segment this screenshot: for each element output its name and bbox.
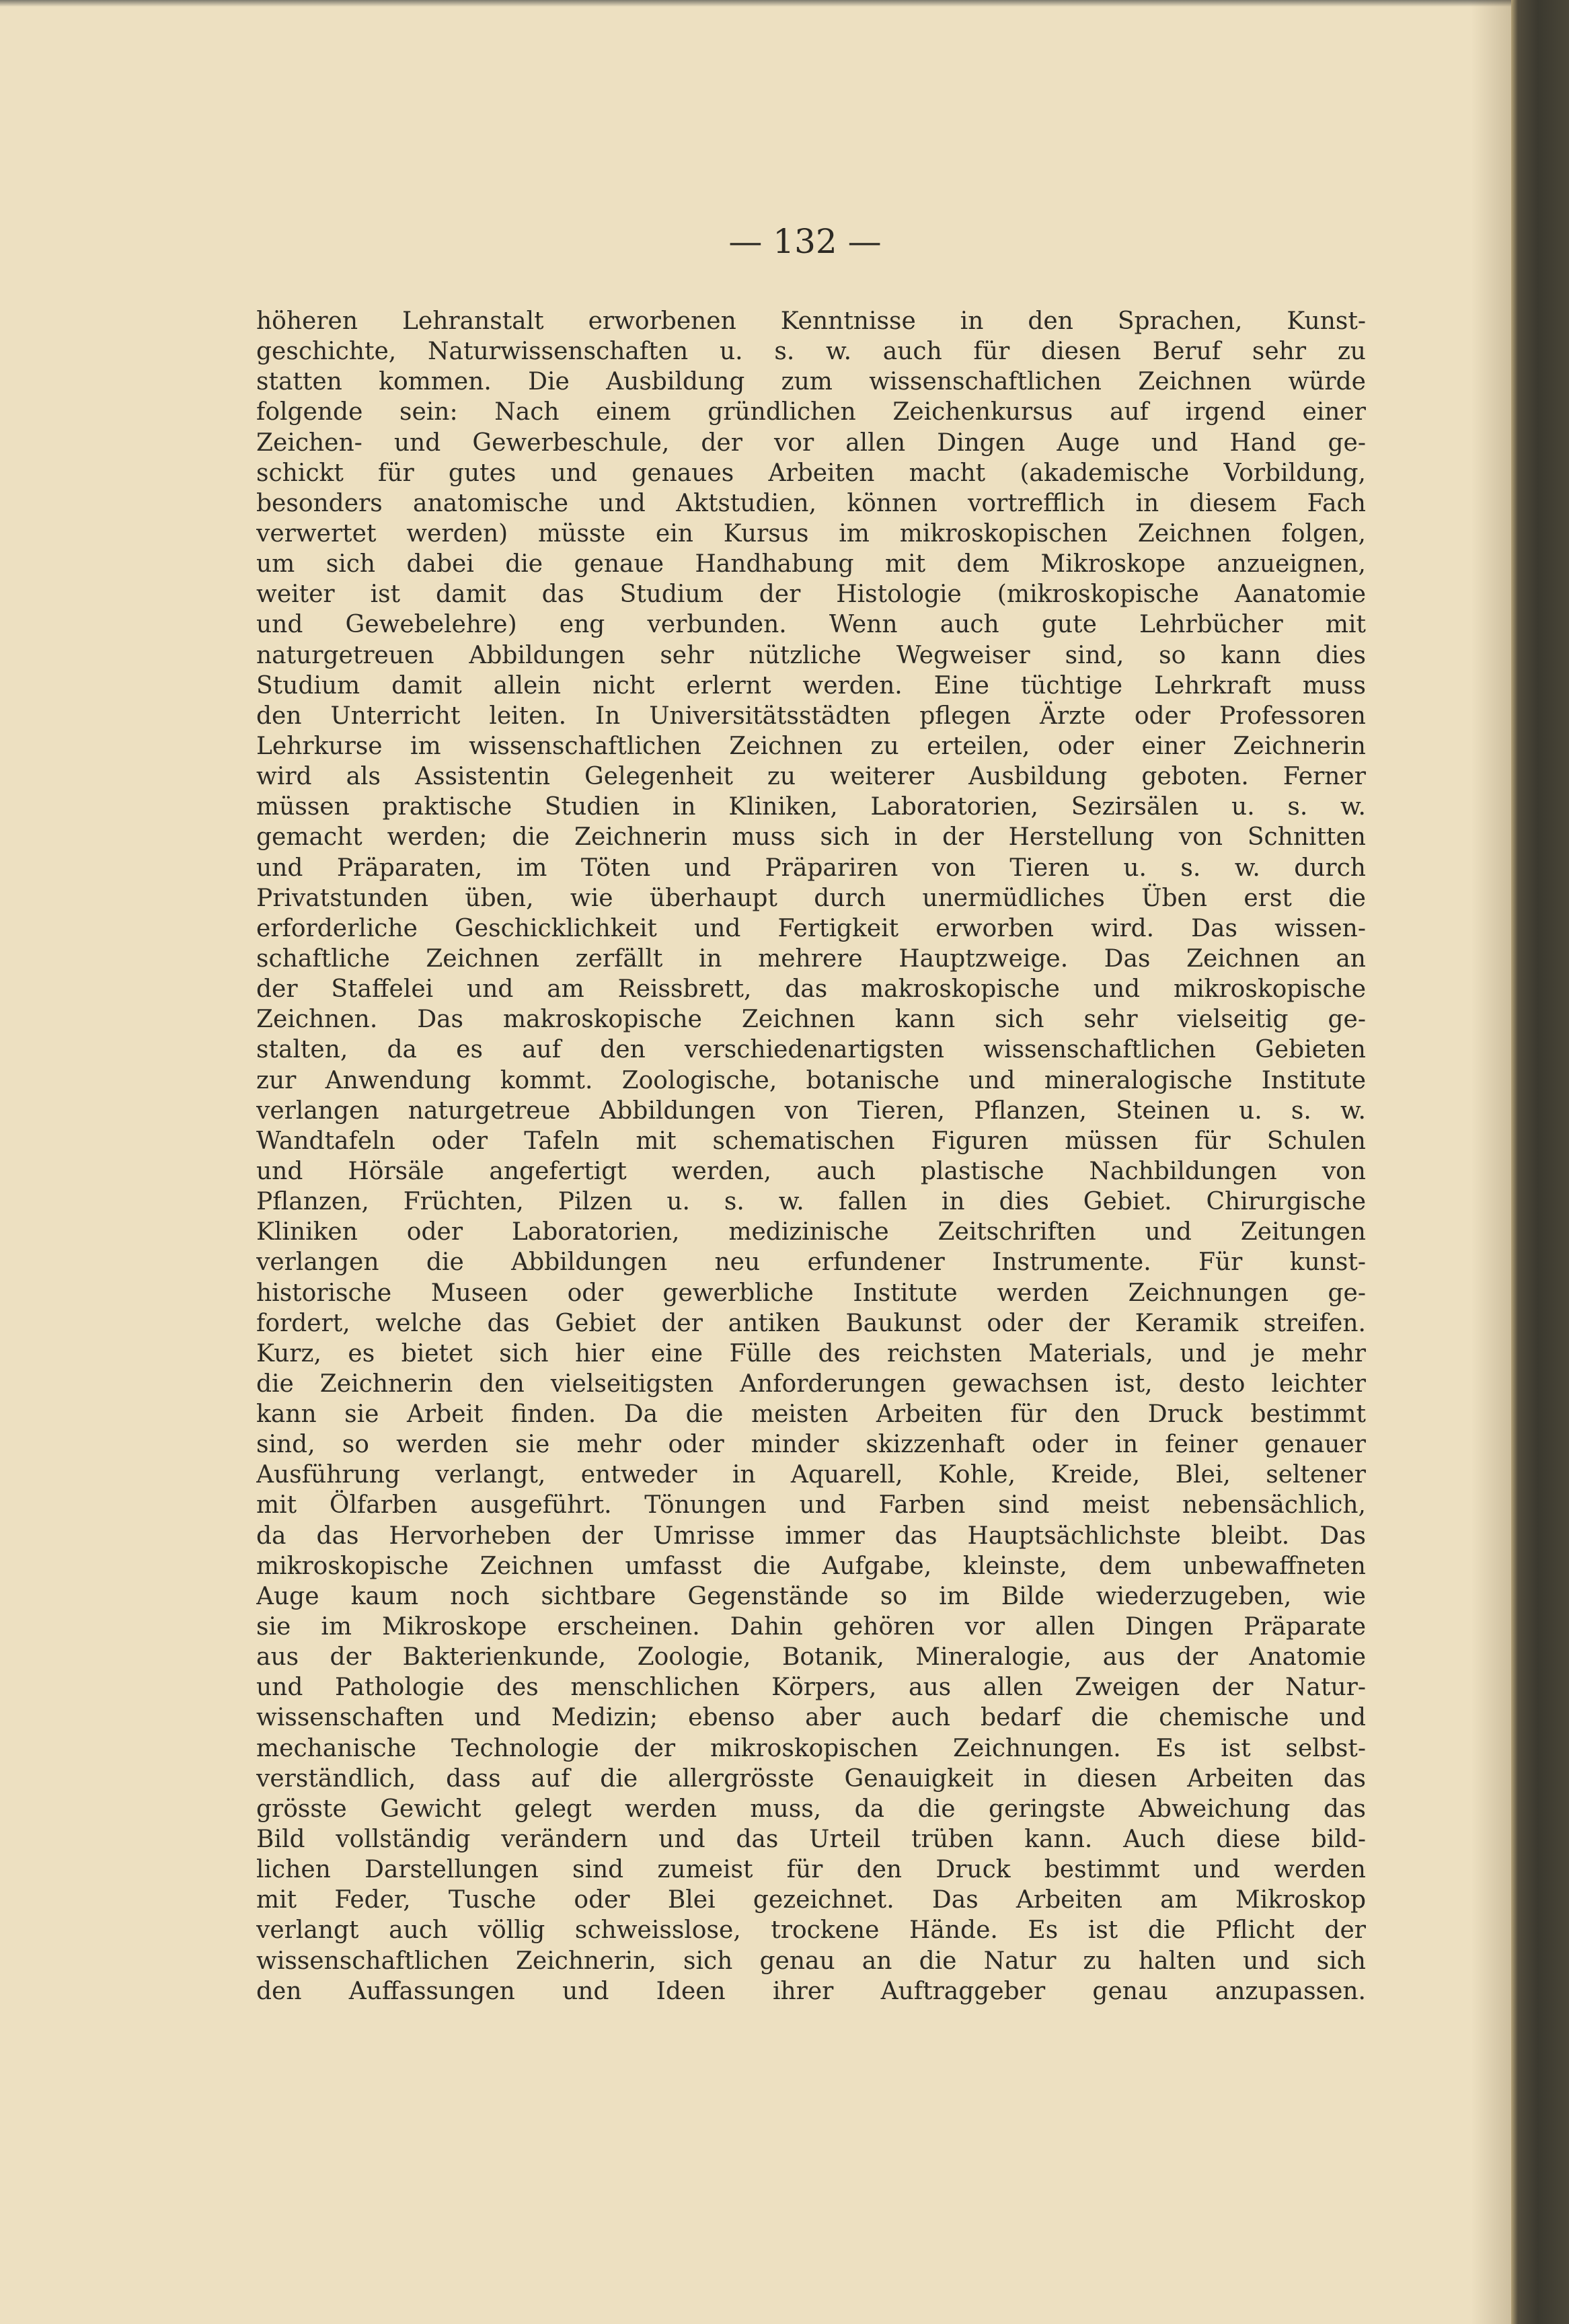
text-line: höheren Lehranstalt erworbenen Kenntnisse in den Sprachen, Kunst- (256, 307, 1366, 335)
text-line: mit Feder, Tusche oder Blei gezeichnet. Das Arbeiten am Mikroskop (256, 1886, 1366, 1914)
text-line: mechanische Technologie der mikroskopischen Zeichnungen. Es ist selbst- (256, 1734, 1366, 1762)
text-line: erforderliche Geschicklichkeit und Fertigkeit erworben wird. Das wissen- (256, 914, 1366, 942)
text-line: naturgetreuen Abbildungen sehr nützliche Wegweiser sind, so kann dies (256, 641, 1366, 669)
text-line: Bild vollständig verändern und das Urteil trüben kann. Auch diese bild- (256, 1826, 1366, 1854)
text-line: verwertet werden) müsste ein Kursus im mikroskopischen Zeichnen folgen, (256, 519, 1366, 548)
text-line: der Staffelei und am Reissbrett, das makroskopische und mikroskopische (256, 975, 1366, 1004)
text-line: kann sie Arbeit finden. Da die meisten Arbeiten für den Druck bestimmt (256, 1400, 1366, 1429)
text-line: gemacht werden; die Zeichnerin muss sich in der Herstellung von Schnitten (256, 823, 1366, 852)
text-line: sie im Mikroskope erscheinen. Dahin gehören vor allen Dingen Präparate (256, 1613, 1366, 1641)
text-line: aus der Bakterienkunde, Zoologie, Botanik, Mineralogie, aus der Anatomie (256, 1643, 1366, 1672)
text-line: historische Museen oder gewerbliche Institute werden Zeichnungen ge- (256, 1279, 1366, 1307)
text-line: und Gewebelehre) eng verbunden. Wenn auch gute Lehrbücher mit (256, 611, 1366, 639)
text-line: Kliniken oder Laboratorien, medizinische Zeitschriften und Zeitungen (256, 1218, 1366, 1246)
text-line: schickt für gutes und genaues Arbeiten macht (akademische Vorbildung, (256, 459, 1366, 487)
book-binding-edge (1511, 0, 1569, 2324)
text-line: lichen Darstellungen sind zumeist für den Druck bestimmt und werden (256, 1856, 1366, 1884)
text-line: weiter ist damit das Studium der Histologie (mikroskopische Aanatomie (256, 580, 1366, 609)
text-line: mit Ölfarben ausgeführt. Tönungen und Farben sind meist nebensächlich, (256, 1491, 1366, 1520)
text-line: schaftliche Zeichnen zerfällt in mehrere Hauptzweige. Das Zeichnen an (256, 944, 1366, 973)
text-line: Wandtafeln oder Tafeln mit schematischen Figuren müssen für Schulen (256, 1127, 1366, 1155)
text-line: wissenschaftlichen Zeichnerin, sich genau an die Natur zu halten und sich (256, 1947, 1366, 1975)
text-line: Auge kaum noch sichtbare Gegenstände so im Bilde wiederzugeben, wie (256, 1582, 1366, 1610)
text-line: verlangen die Abbildungen neu erfundener Instrumente. Für kunst- (256, 1248, 1366, 1277)
text-line: sind, so werden sie mehr oder minder skizzenhaft oder in feiner genauer (256, 1431, 1366, 1459)
text-line: mikroskopische Zeichnen umfasst die Aufgabe, kleinste, dem unbewaffneten (256, 1552, 1366, 1580)
text-line: Lehrkurse im wissenschaftlichen Zeichnen zu erteilen, oder einer Zeichnerin (256, 732, 1366, 760)
text-line: besonders anatomische und Aktstudien, können vortrefflich in diesem Fach (256, 489, 1366, 517)
body-text (256, 306, 1366, 2007)
page-gutter-shadow (1471, 0, 1511, 2324)
text-line: verlangt auch völlig schweisslose, trockene Hände. Es ist die Pflicht der (256, 1916, 1366, 1945)
text-line: Zeichen- und Gewerbeschule, der vor allen Dingen Auge und Hand ge- (256, 428, 1366, 457)
text-line: wird als Assistentin Gelegenheit zu weiterer Ausbildung geboten. Ferner (256, 763, 1366, 791)
text-line: den Auffassungen und Ideen ihrer Auftraggeber genau anzupassen. (256, 1977, 1366, 2005)
text-line: und Hörsäle angefertigt werden, auch plastische Nachbildungen von (256, 1157, 1366, 1185)
text-line: fordert, welche das Gebiet der antiken Baukunst oder der Keramik streifen. (256, 1309, 1366, 1337)
page-top-edge (0, 0, 1511, 7)
text-line: Zeichnen. Das makroskopische Zeichnen kann sich sehr vielseitig ge- (256, 1006, 1366, 1034)
text-line: zur Anwendung kommt. Zoologische, botanische und mineralogische Institute (256, 1066, 1366, 1094)
text-line: verständlich, dass auf die allergrösste Genauigkeit in diesen Arbeiten das (256, 1764, 1366, 1793)
text-line: Studium damit allein nicht erlernt werden. Eine tüchtige Lehrkraft muss (256, 671, 1366, 700)
text-line: grösste Gewicht gelegt werden muss, da die geringste Abweichung das (256, 1795, 1366, 1823)
text-line: den Unterricht leiten. In Universitätsstädten pflegen Ärzte oder Professoren (256, 702, 1366, 730)
text-line: Kurz, es bietet sich hier eine Fülle des reichsten Materials, und je mehr (256, 1339, 1366, 1367)
text-line: da das Hervorheben der Umrisse immer das Hauptsächlichste bleibt. Das (256, 1522, 1366, 1550)
page-number: — 132 — (728, 222, 882, 261)
text-line: Ausführung verlangt, entweder in Aquarell, Kohle, Kreide, Blei, seltener (256, 1461, 1366, 1489)
text-line: stalten, da es auf den verschiedenartigsten wissenschaftlichen Gebieten (256, 1036, 1366, 1064)
text-line: müssen praktische Studien in Kliniken, Laboratorien, Sezirsälen u. s. w. (256, 793, 1366, 821)
text-line: statten kommen. Die Ausbildung zum wissenschaftlichen Zeichnen würde (256, 368, 1366, 396)
text-line: und Pathologie des menschlichen Körpers, aus allen Zweigen der Natur- (256, 1674, 1366, 1702)
text-line: um sich dabei die genaue Handhabung mit dem Mikroskope anzueignen, (256, 550, 1366, 578)
text-line: wissenschaften und Medizin; ebenso aber auch bedarf die chemische und (256, 1704, 1366, 1732)
text-line: und Präparaten, im Töten und Präpariren von Tieren u. s. w. durch (256, 854, 1366, 882)
text-line: verlangen naturgetreue Abbildungen von Tieren, Pflanzen, Steinen u. s. w. (256, 1096, 1366, 1125)
text-line: folgende sein: Nach einem gründlichen Zeichenkursus auf irgend einer (256, 398, 1366, 426)
text-line: die Zeichnerin den vielseitigsten Anforderungen gewachsen ist, desto leichter (256, 1370, 1366, 1398)
text-line: Pflanzen, Früchten, Pilzen u. s. w. fallen in dies Gebiet. Chirurgische (256, 1188, 1366, 1216)
text-line: Privatstunden üben, wie überhaupt durch unermüdliches Üben erst die (256, 884, 1366, 912)
text-line: geschichte, Naturwissenschaften u. s. w. auch für diesen Beruf sehr zu (256, 338, 1366, 366)
